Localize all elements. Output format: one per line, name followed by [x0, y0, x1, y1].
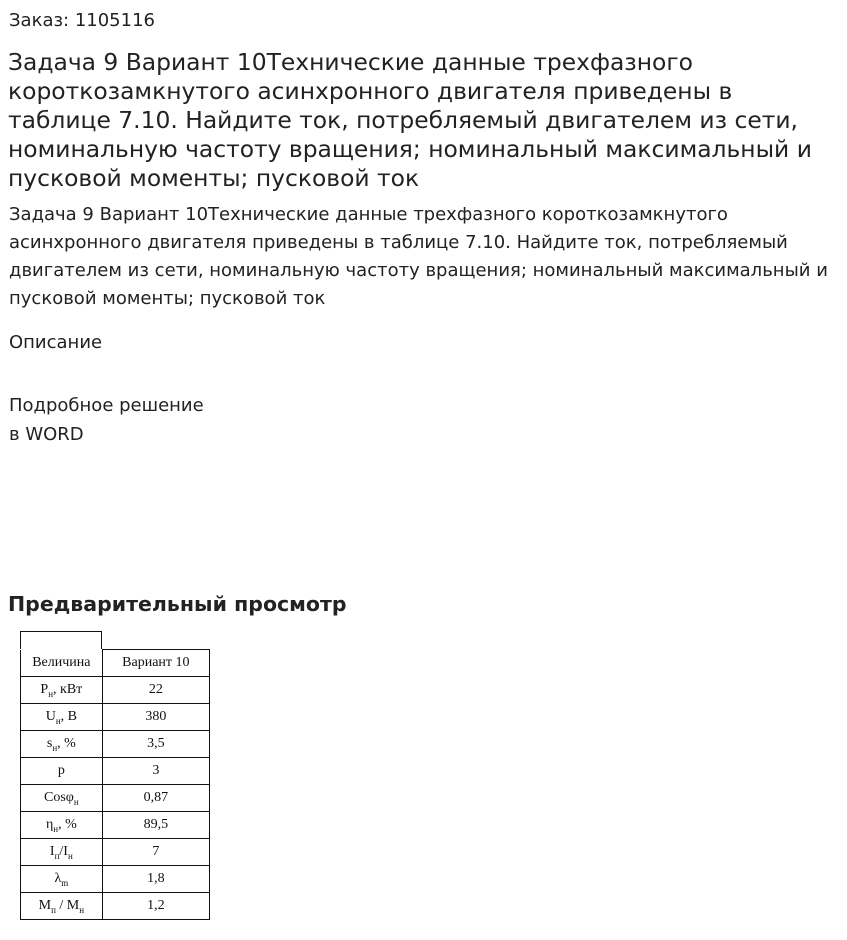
row-quantity-cell: [21, 785, 103, 812]
row-quantity-cell: [21, 677, 103, 704]
table-row: [21, 731, 210, 758]
solution-line-1: Подробное решение: [9, 395, 204, 416]
quantity-subscript: н: [55, 715, 61, 726]
table-body: [21, 677, 210, 920]
quantity-unit: , В: [60, 708, 77, 724]
quantity-subscript: н: [67, 850, 73, 861]
row-quantity-cell: [21, 839, 103, 866]
quantity-symbol: Cosφ: [44, 789, 74, 805]
quantity-subscript: п: [54, 850, 60, 861]
quantity-subscript: н: [53, 823, 59, 834]
table-row: [21, 812, 210, 839]
quantity-symbol: p: [57, 763, 65, 778]
table-row: [21, 758, 210, 785]
row-value-cell: 3: [102, 758, 209, 785]
data-table: [20, 649, 210, 920]
row-value-cell: 0,87: [102, 785, 209, 812]
task-description: Задача 9 Вариант 10Технические данные трехфазного короткозамкнутого асинхронного двигателя приведены в таблице 7.10. Найдите ток, потребляемый двигателем из сети, номинальную частоту вращения; номинальный максимальный и пусковой моменты; пусковой ток: [9, 204, 828, 309]
quantity-symbol: P: [40, 681, 49, 697]
quantity-unit: , %: [57, 735, 76, 751]
row-value-cell: 1,2: [102, 893, 209, 920]
row-value-cell: 7: [102, 839, 209, 866]
preview-table: [20, 631, 210, 920]
quantity-unit: , кВт: [53, 681, 83, 697]
row-value-cell: 89,5: [102, 812, 209, 839]
quantity-symbol: M: [38, 897, 52, 913]
table-row: [21, 866, 210, 893]
row-value-cell: 22: [102, 677, 209, 704]
quantity-symbol: U: [45, 708, 56, 724]
row-quantity-cell: [21, 731, 103, 758]
row-quantity-cell: [21, 866, 103, 893]
preview-heading: Предварительный просмотр: [8, 592, 347, 616]
description-label: Описание: [9, 332, 103, 353]
quantity-subscript: m: [61, 877, 69, 888]
quantity-subscript: н: [48, 688, 54, 699]
quantity-symbol: s: [46, 735, 53, 751]
solution-line-2: в WORD: [9, 424, 84, 445]
row-value-cell: 1,8: [102, 866, 209, 893]
quantity-symbol: η: [45, 816, 54, 832]
quantity-unit: / M: [55, 897, 80, 913]
order-number: Заказ: 1105116: [9, 10, 155, 31]
row-quantity-cell: [21, 704, 103, 731]
table-row: [21, 893, 210, 920]
quantity-symbol: I: [49, 843, 55, 859]
row-quantity-cell: [21, 812, 103, 839]
quantity-symbol: λ: [54, 870, 62, 886]
table-row: [21, 785, 210, 812]
row-value-cell: 380: [102, 704, 209, 731]
quantity-subscript: н: [73, 796, 79, 807]
table-row: [21, 704, 210, 731]
table-row: [21, 677, 210, 704]
table-header-row: [21, 650, 210, 677]
header-quantity: Величина: [21, 650, 103, 677]
quantity-unit: /I: [59, 843, 68, 859]
solution-info: [9, 391, 204, 449]
table-row: [21, 839, 210, 866]
quantity-subscript: н: [52, 742, 58, 753]
quantity-unit: , %: [58, 816, 77, 832]
quantity-subscript: п: [51, 904, 56, 915]
row-quantity-cell: [21, 893, 103, 920]
header-variant: Вариант 10: [102, 650, 209, 677]
row-value-cell: 3,5: [102, 731, 209, 758]
table-header-spacer: [20, 631, 102, 649]
row-quantity-cell: [21, 758, 103, 785]
page-title: Задача 9 Вариант 10Технические данные трехфазного короткозамкнутого асинхронного двигателя приведены в таблице 7.10. Найдите ток, потребляемый двигателем из сети, номинальную частоту вращения; номинальный максимальный и пусковой моменты; пусковой ток: [8, 48, 812, 192]
quantity-subscript: н: [79, 904, 85, 915]
